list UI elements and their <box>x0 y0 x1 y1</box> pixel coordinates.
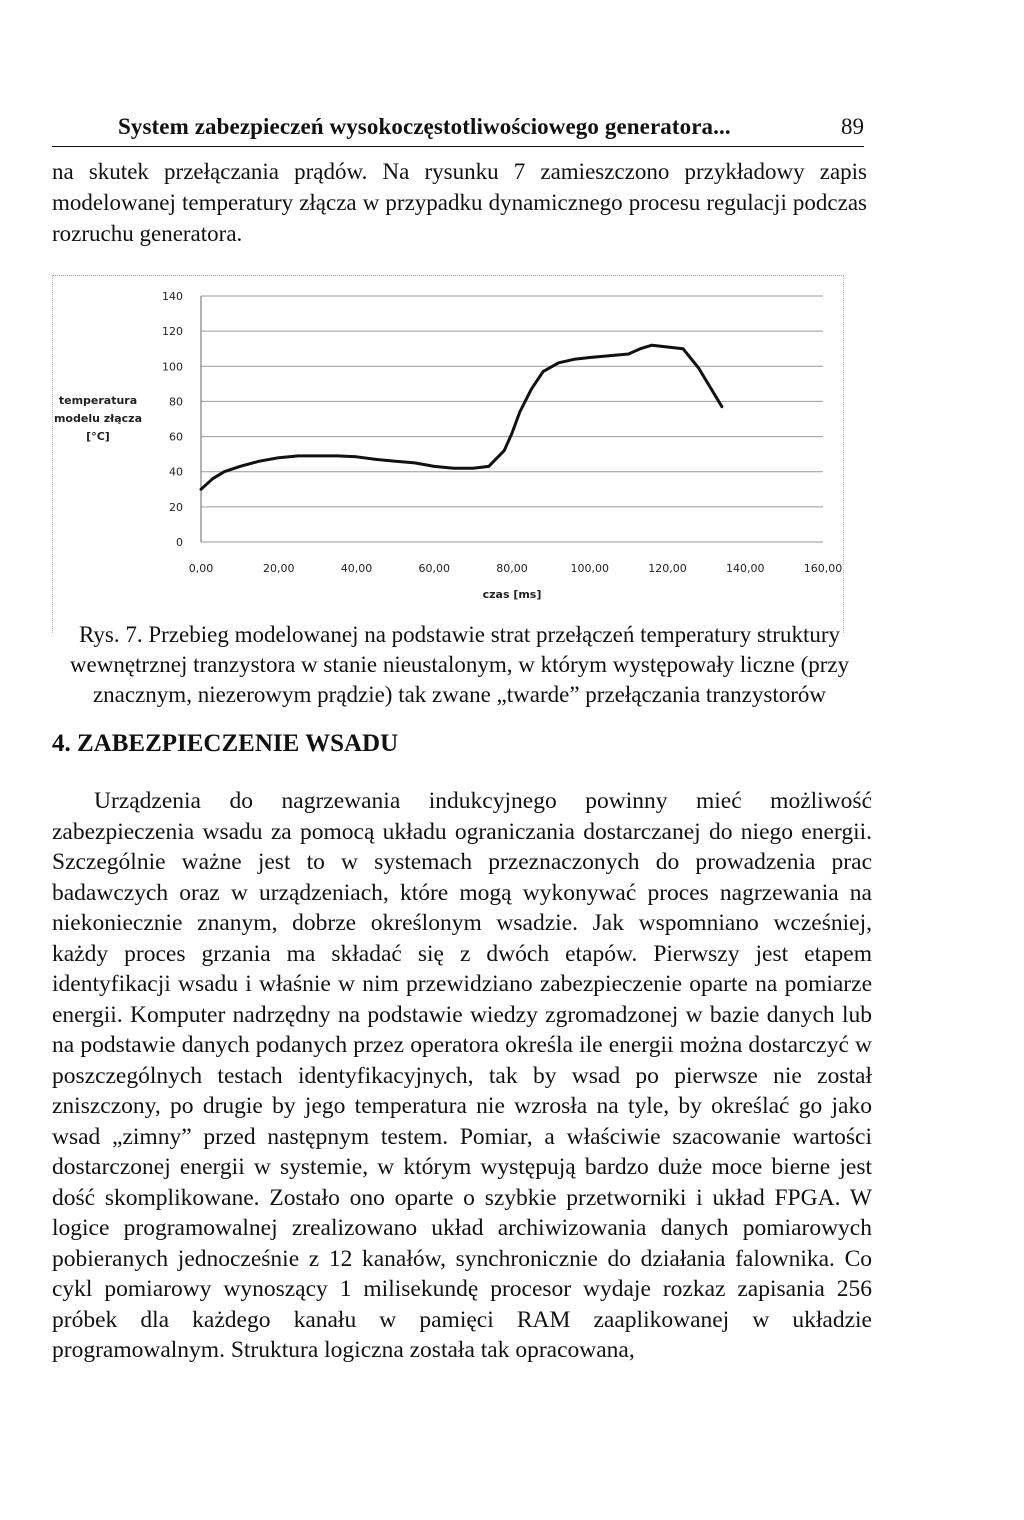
x-tick-label: 40,00 <box>340 562 373 575</box>
x-tick-label: 20,00 <box>263 562 295 575</box>
running-header <box>52 112 864 147</box>
x-tick-label: 0,00 <box>188 562 214 575</box>
header-title: System zabezpieczeń wysokoczęstotliwościowego generatora... <box>118 114 731 139</box>
x-tick-label: 100,00 <box>570 562 609 575</box>
figure-caption: Rys. 7. Przebieg modelowanej na podstawie strat przełączeń temperatury struktury wewnętrznej tranzystora w stanie nieustalonym, w którym występowały liczne (przy znacznym, niezerowym prądzie) tak zwane „twarde” przełączania tranzystorów <box>69 622 850 707</box>
y-tick-label: 100 <box>162 360 183 374</box>
y-tick-label: 40 <box>169 465 183 479</box>
intro-paragraph: na skutek przełączania prądów. Na rysunku 7 zamieszczono przykładowy zapis modelowanej temperatury złącza w przypadku dynamicznego procesu regulacji podczas rozruchu generatora. <box>52 159 867 246</box>
x-tick-label: 80,00 <box>496 562 528 575</box>
x-tick-label: 120,00 <box>648 562 687 575</box>
x-axis-label: czas [ms] <box>482 588 542 601</box>
y-tick-label: 120 <box>162 325 183 339</box>
page-number: 89 <box>841 114 864 139</box>
y-axis-label-line: temperatura <box>58 394 138 407</box>
x-tick-label: 160,00 <box>803 562 843 575</box>
section-heading: 4. ZABEZPIECZENIE WSADU <box>52 730 399 757</box>
body-text <box>52 786 872 1366</box>
series-line-temperatura <box>201 345 722 489</box>
y-tick-label: 20 <box>169 500 183 514</box>
y-tick-label: 140 <box>162 290 183 303</box>
body-paragraph: Urządzenia do nagrzewania indukcyjnego powinny mieć możliwość zabezpieczenia wsadu za pomocą układu ograniczania dostarczanej do niego energii. Szczególnie ważne jest to w systemach przeznaczonych do prowadzenia prac badawczych oraz w urządzeniach, które mogą wykonywać proces nagrzewania na niekoniecznie znanym, dobrze określonym wsadzie. Jak wspomniano wcześniej, każdy proces grzania ma składać się z dwóch etapów. Pierwszy jest etapem identyfikacji wsadu i właśnie w nim przewidziano zabezpieczenie oparte na pomiarze energii. Komputer nadrzędny na podstawie wiedzy zgromadzonej w bazie danych lub na podstawie danych podanych przez operatora określa ile energii można dostarczyć w poszczególnych testach identyfikacyjnych, tak by wsad po pierwsze nie został zniszczony, po drugie by jego temperatura nie wzrosła na tyle, by określać go jako wsad „zimny” przed następnym testem. Pomiar, a właściwie szacowanie wartości dostarczonej energii w systemie, w którym występują bardzo duże moce bierne jest dość skomplikowane. Zostało ono oparte o szybkie przetworniki i układ FPGA. W logice programowalnej zrealizowano układ archiwizowania danych pomiarowych pobieranych jednocześnie z 12 kanałów, synchronicznie do działania falownika. Co cykl pomiarowy wynoszący 1 milisekundę procesor wydaje rozkaz zapisania 256 próbek dla każdego kanału w pamięci RAM zaaplikowanej w układzie programowalnym. Struktura logiczna została tak opracowana, <box>52 788 872 1363</box>
figure-7 <box>52 275 844 633</box>
x-tick-label: 60,00 <box>418 562 450 575</box>
x-tick-label: 140,00 <box>726 562 765 575</box>
y-tick-label: 60 <box>169 430 183 444</box>
y-tick-label: 0 <box>176 536 183 549</box>
y-axis-label-line: [°C] <box>86 430 110 443</box>
y-tick-label: 80 <box>169 395 183 409</box>
temperature-chart <box>53 276 843 633</box>
y-axis-label-line: modelu złącza <box>53 412 143 425</box>
